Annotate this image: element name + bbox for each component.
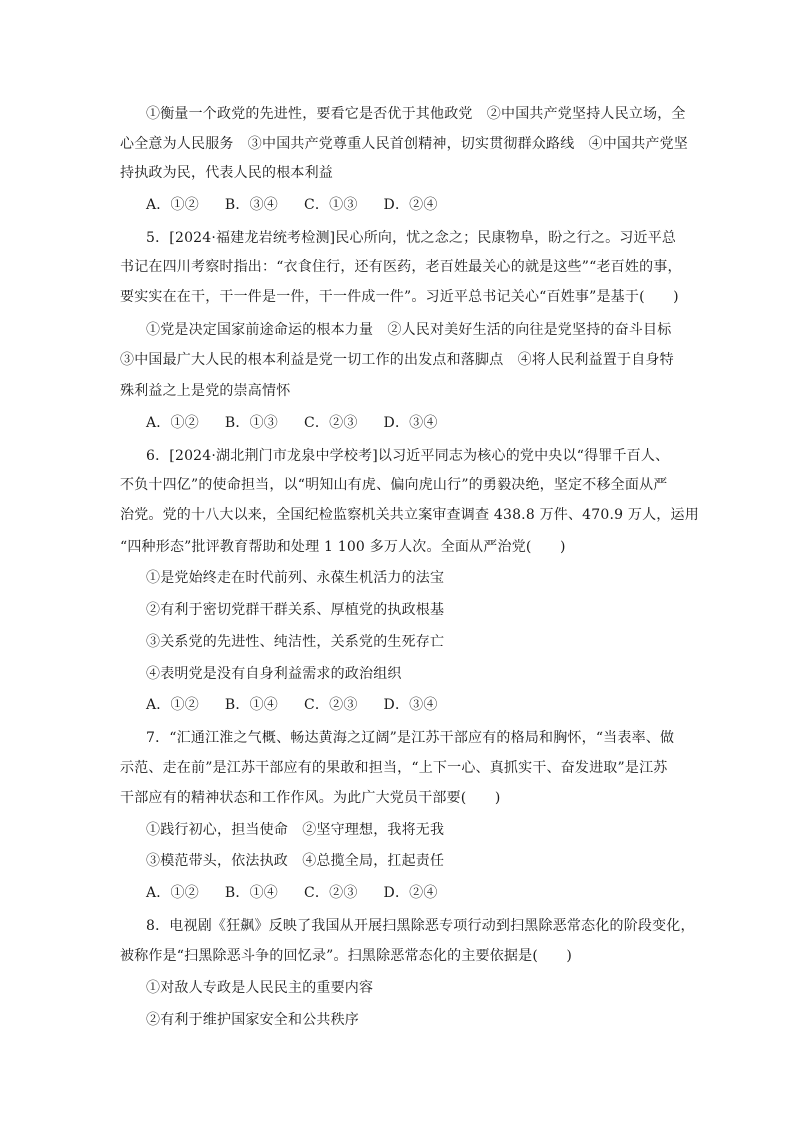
q6-line-2: 不负十四亿”的使命担当，以“明知山有虎、偏向虎山行”的勇毅决绝，坚定不移全面从严 [120, 477, 668, 493]
q4-option-b: B．③④ [224, 197, 279, 213]
q6-option-b: B．①④ [224, 697, 279, 713]
q6-line-7: ③关系党的先进性、纯洁性，关系党的生死存亡 [146, 634, 445, 650]
q6-option-d: D．③④ [383, 697, 438, 713]
q5-options [146, 413, 464, 433]
q5-line-3: 要实实在在干，干一件是一件，干一件成一件”。习近平总书记关心“百姓事”是基于( ) [120, 289, 679, 305]
q7-line-4: ①践行初心，担当使命 ②坚守理想，我将无我 [146, 822, 445, 838]
q5-option-c: C．②③ [304, 415, 358, 431]
q7-line-5: ③模范带头，依法执政 ④总揽全局，扛起责任 [146, 853, 445, 869]
q6-option-a: A．①② [146, 697, 199, 713]
q8-line-4: ②有利于维护国家安全和公共秩序 [146, 1012, 359, 1028]
q6-line-8: ④表明党是没有自身利益需求的政治组织 [146, 666, 402, 682]
q5-line-4: ①党是决定国家前途命运的根本力量 ②人民对美好生活的向往是党坚持的奋斗目标 [146, 322, 672, 338]
q5-line-2: 书记在四川考察时指出：“衣食住行，还有医药，老百姓最关心的就是这些”“老百姓的事， [120, 259, 682, 275]
q5-option-d: D．③④ [383, 415, 438, 431]
q8-line-1: 8．电视剧《狂飙》反映了我国从开展扫黑除恶专项行动到扫黑除恶常态化的阶段变化， [146, 918, 695, 934]
q5-line-6: 殊利益之上是党的崇高情怀 [120, 383, 291, 399]
q4-line-2: 心全意为人民服务 ③中国共产党尊重人民首创精神，切实贯彻群众路线 ④中国共产党坚 [120, 136, 688, 152]
q6-options [146, 695, 464, 715]
q6-line-4: “四种形态”批评教育帮助和处理 1 100 多万人次。全面从严治党( ) [120, 539, 566, 555]
q5-line-1: 5．[2024·福建龙岩统考检测]民心所向，忧之念之；民康物阜，盼之行之。习近平总 [146, 230, 677, 246]
q7-line-2: 示范、走在前”是江苏干部应有的果敢和担当，“上下一心、真抓实干、奋发进取”是江苏 [120, 760, 668, 776]
q4-option-c: C．①③ [304, 197, 358, 213]
q7-option-a: A．①② [146, 885, 199, 901]
q8-line-2: 被称作是“扫黑除恶斗争的回忆录”。扫黑除恶常态化的主要依据是( ) [120, 948, 573, 964]
q4-option-a: A．①② [146, 197, 199, 213]
q4-options [146, 195, 464, 215]
q6-line-6: ②有利于密切党群干群关系、厚植党的执政根基 [146, 602, 445, 618]
q7-option-c: C．②③ [304, 885, 358, 901]
q6-line-5: ①是党始终走在时代前列、永葆生机活力的法宝 [146, 570, 445, 586]
q7-line-1: 7．“汇通江淮之气概、畅达黄海之辽阔”是江苏干部应有的格局和胸怀，“当表率、做 [146, 730, 675, 746]
q4-line-1: ①衡量一个政党的先进性，要看它是否优于其他政党 ②中国共产党坚持人民立场，全 [146, 106, 686, 122]
q6-option-c: C．②③ [304, 697, 358, 713]
q5-option-b: B．①③ [224, 415, 279, 431]
q5-option-a: A．①② [146, 415, 199, 431]
q6-line-3: 治党。党的十八大以来，全国纪检监察机关共立案审查调查 438.8 万件、470.9 万人，运用 [120, 507, 699, 523]
q8-line-3: ①对敌人专政是人民民主的重要内容 [146, 980, 374, 996]
q7-options [146, 883, 464, 903]
q7-line-3: 干部应有的精神状态和工作作风。为此广大党员干部要( ) [120, 790, 501, 806]
q5-line-5: ③中国最广大人民的根本利益是党一切工作的出发点和落脚点 ④将人民利益置于自身特 [120, 352, 674, 368]
q4-option-d: D．②④ [383, 197, 438, 213]
q4-line-3: 持执政为民，代表人民的根本利益 [120, 165, 333, 181]
q7-option-d: D．②④ [383, 885, 438, 901]
q7-option-b: B．①④ [224, 885, 279, 901]
q6-line-1: 6．[2024·湖北荆门市龙泉中学校考]以习近平同志为核心的党中央以“得罪千百人、 [146, 448, 670, 464]
